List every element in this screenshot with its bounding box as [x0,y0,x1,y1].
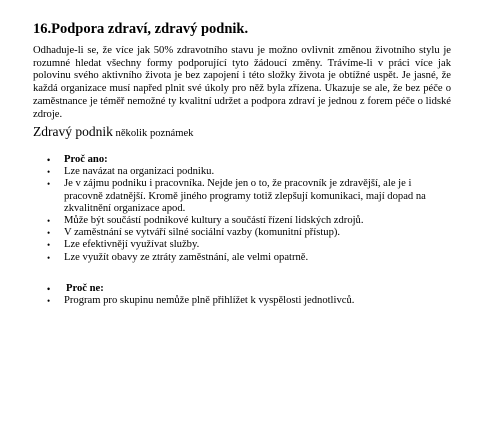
list-item [0,295,444,307]
pro-list-heading [0,154,444,166]
list-item [0,239,444,251]
pro-list [0,154,489,264]
bullet-icon: • [47,240,51,251]
con-list-heading [0,283,446,295]
list-item-text: Lze využít obavy ze ztráty zaměstnání, ale velmi opatrně. [64,251,309,263]
bullet-icon: • [47,167,51,178]
list-item [0,178,444,215]
pro-heading-text: Proč ano: [64,154,108,165]
subheading [33,124,193,142]
intro-paragraph: Odhaduje-li se, že více jak 50% zdravotního stavu je možno ovlivnit změnou životního stylu je rozumné hledat všechny formy podporující tyto žádoucí změny. Trávíme-li v práci více jak polovinu svého aktivního života je bez zapojení i této složky života je obtížné uspět. Je jasné, že každá organizace musí napřed plnit své úkoly pro něž byla zřízena. Ukazuje se ale, že bez péče o zaměstnance je téměř nemožné ty kvalitní udržet a podpora zdraví je jednou z forem péče o lidské zdroje. [33,45,451,120]
section-heading: 16.Podpora zdraví, zdravý podnik. [33,21,249,37]
con-list [0,283,489,307]
list-item-text: Lze efektivnějí využívat služby. [64,239,200,251]
list-item-text: V zaměstnání se vytváří silné sociální vazby (komunitní přístup). [64,227,341,239]
list-item [0,227,444,239]
list-item-text: Lze navázat na organizaci podniku. [64,166,215,178]
con-heading-text: Proč ne: [66,283,104,294]
bullet-icon: • [47,296,51,307]
list-item [0,215,444,227]
bullet-icon: • [47,216,51,227]
bullet-icon: • [47,179,51,190]
list-item [0,252,444,264]
subheading-note: několik poznámek [112,128,194,139]
list-item [0,166,444,178]
subheading-title: Zdravý podnik [33,124,113,139]
bullet-icon: • [47,284,51,294]
bullet-icon: • [47,228,51,239]
list-item-text: Je v zájmu podniku i pracovníka. Nejde jen o to, že pracovník je zdravější, ale je i pracovně zdatnější. Kromě jiného programy totiž zlepšují komunikaci, mají dopad na zkvalitnění organizace apod. [64,178,426,214]
bullet-icon: • [47,252,51,263]
list-item-text: Program pro skupinu nemůže plně přihlížet k vyspělosti jednotlivců. [64,295,355,307]
bullet-icon: • [47,155,51,165]
list-item-text: Může být součástí podnikové kultury a součástí řízení lidských zdrojů. [64,215,364,227]
